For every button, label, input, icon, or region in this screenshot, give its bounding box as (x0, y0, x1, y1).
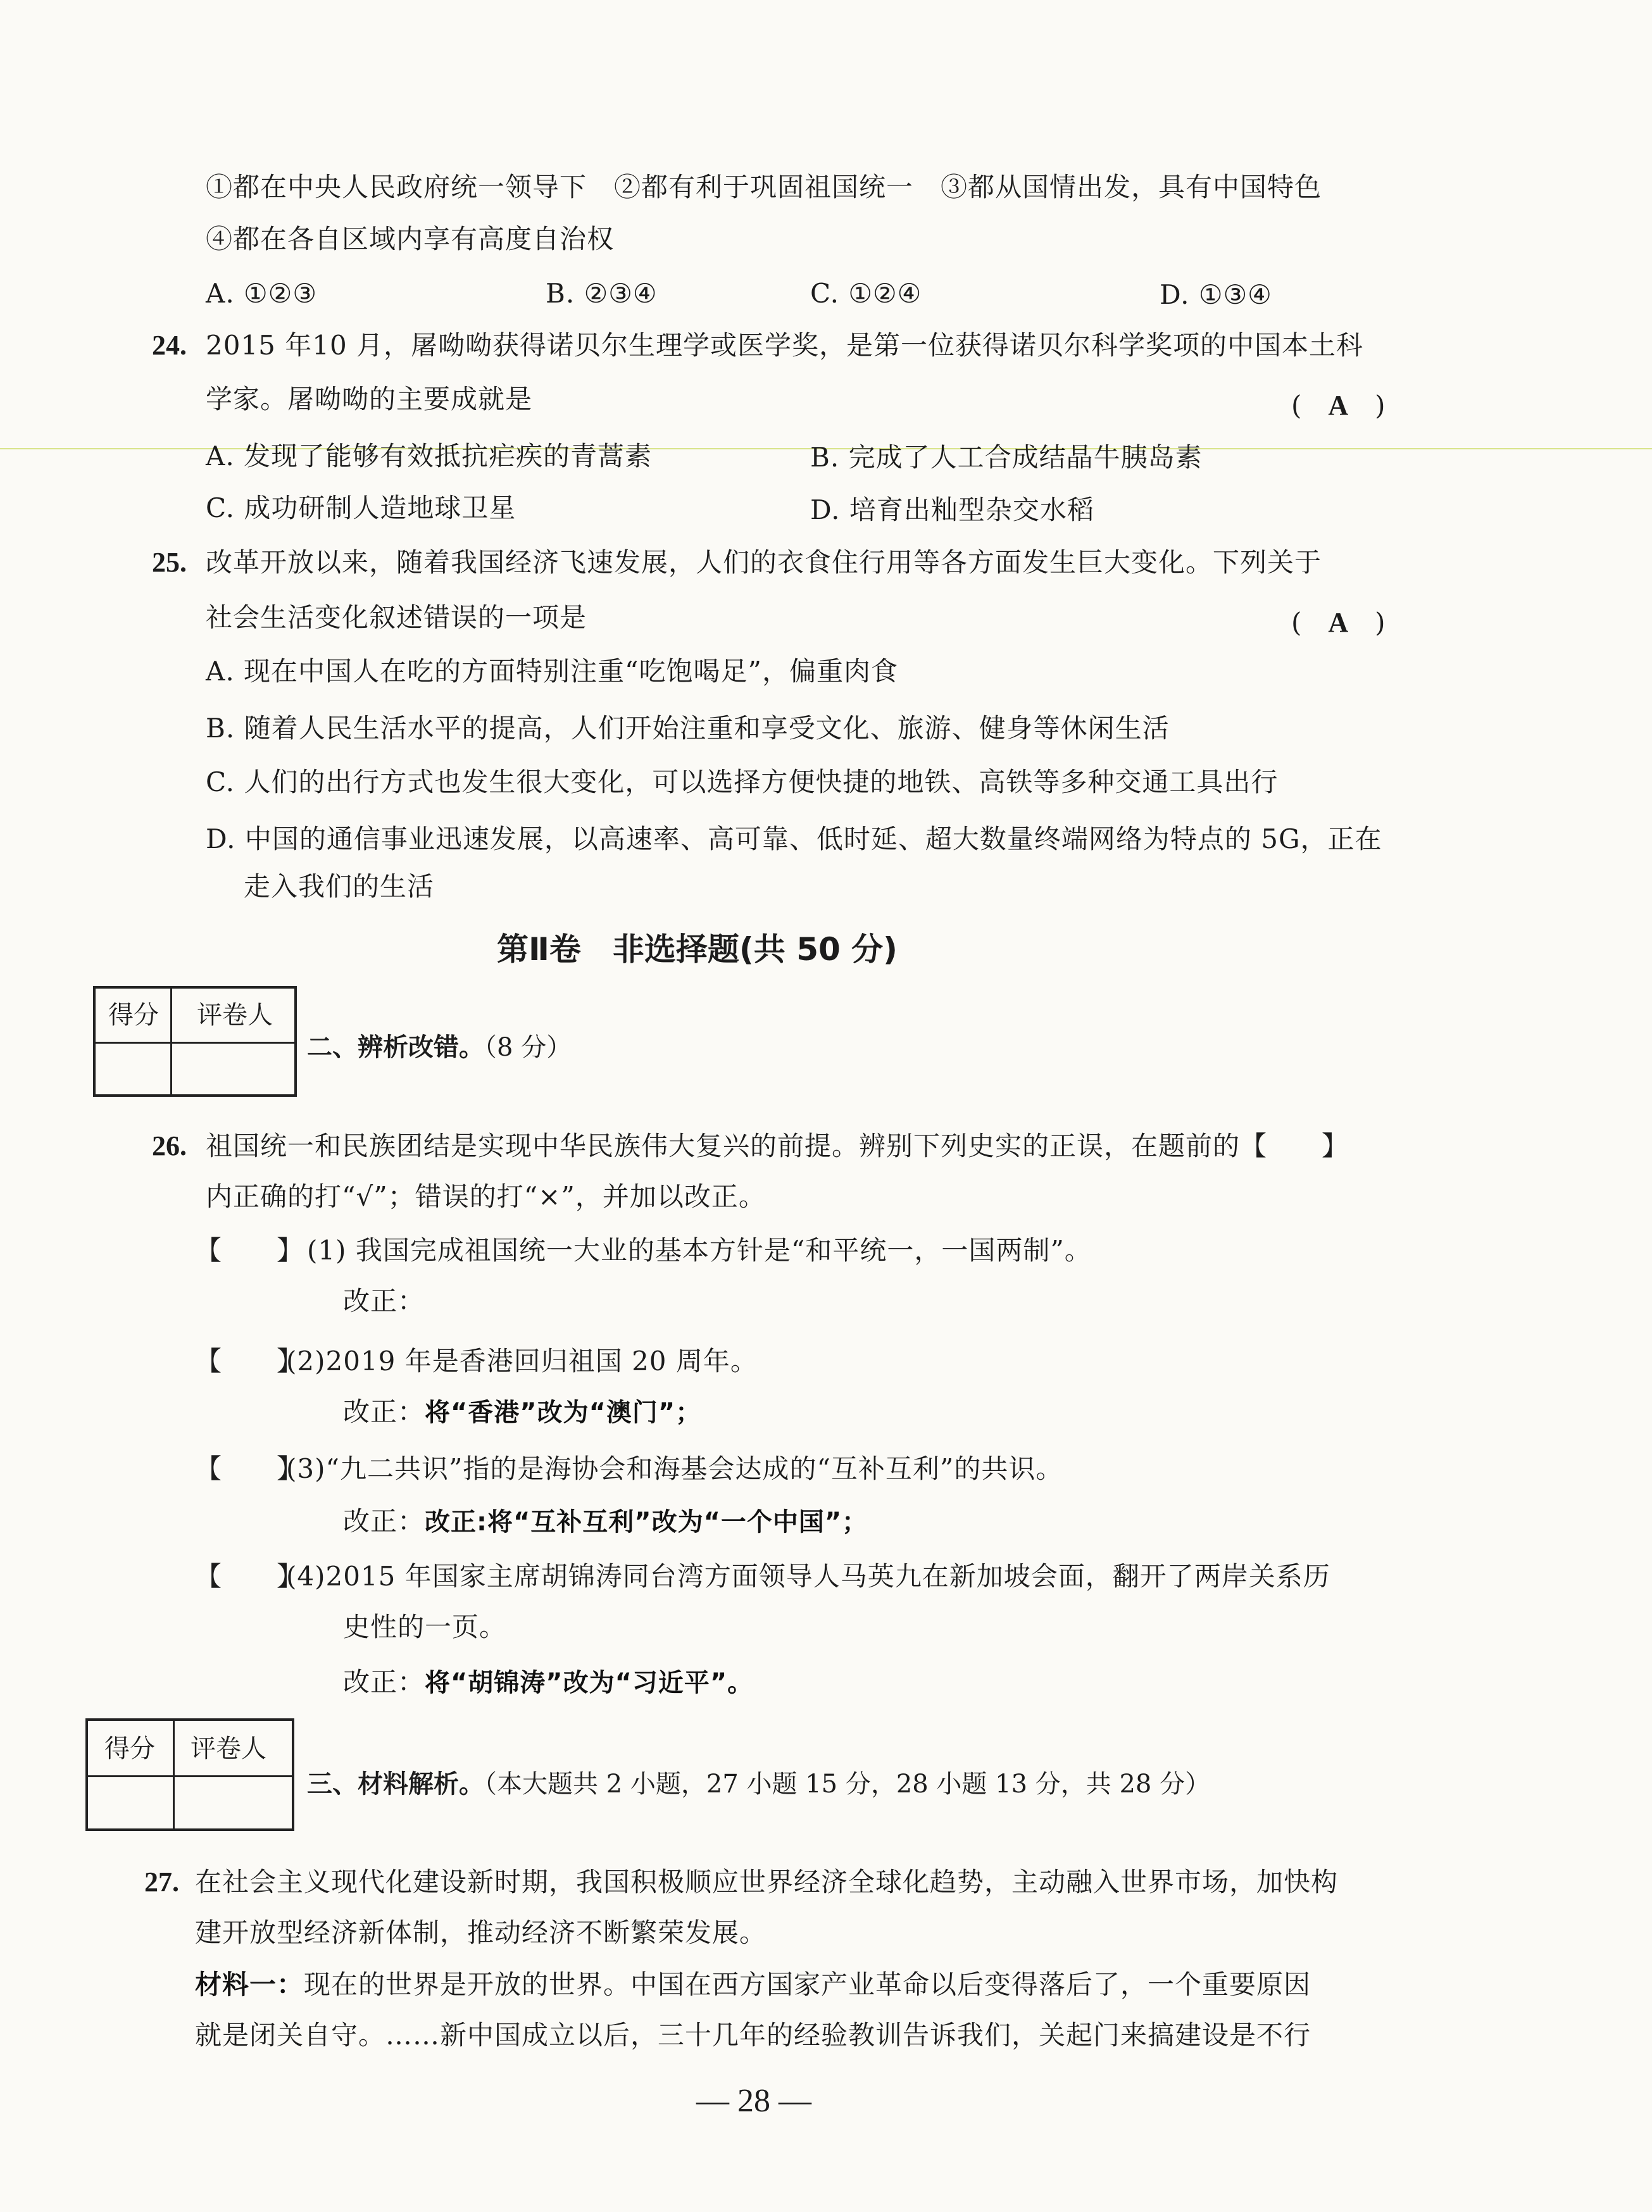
q27-material1-text: 现在的世界是开放的世界。中国在西方国家产业革命以后变得落后了，一个重要原因 (304, 1969, 1311, 2000)
score-label: 得分 (104, 1734, 155, 1763)
grader-label: 评卷人 (191, 1734, 266, 1763)
grader-label: 评卷人 (197, 1001, 273, 1030)
q26-item1-statement: (1) 我国完成祖国统一大业的基本方针是“和平统一，一国两制”。 (307, 1235, 1092, 1266)
q25-option-c: C. 人们的出行方式也发生很大变化，可以选择方便快捷的地铁、高铁等多种交通工具出行 (206, 766, 1279, 797)
q26-item3-bracket[interactable]: 【 】 (195, 1453, 304, 1484)
q25-option-d-line2: 走入我们的生活 (244, 871, 435, 902)
q27-stem-line1: 在社会主义现代化建设新时期，我国积极顺应世界经济全球化趋势，主动融入世界市场，加快构 (195, 1866, 1339, 1897)
q27-number: 27. (144, 1866, 179, 1897)
q24-answer-bracket: ( A ) (1291, 390, 1386, 421)
q26-stem-line2: 内正确的打“√”；错误的打“×”，并加以改正。 (206, 1181, 766, 1212)
q26-item4-fix (343, 1666, 753, 1699)
q26-item3-fix (343, 1505, 868, 1539)
q25-option-a: A. 现在中国人在吃的方面特别注重“吃饱喝足”，偏重肉食 (206, 656, 898, 687)
section2-title: 二、辨析改错。 (307, 1033, 484, 1062)
q27-material-label: 材料一： (195, 1969, 304, 2000)
score-table-divider (96, 1042, 294, 1044)
q26-item2-fix-label: 改正： (343, 1396, 425, 1427)
q26-item2-bracket[interactable]: 【 】 (195, 1346, 304, 1377)
q25-answer-bracket: ( A ) (1291, 607, 1386, 638)
q24-stem-line2: 学家。屠呦呦的主要成就是 (206, 384, 533, 415)
q24-option-a: A. 发现了能够有效抵抗疟疾的青蒿素 (206, 441, 653, 472)
q23-option-d: D. ①③④ (1160, 279, 1272, 310)
q23-option-b: B. ②③④ (546, 278, 658, 309)
q24-option-b: B. 完成了人工合成结晶牛胰岛素 (810, 442, 1203, 473)
q25-number: 25. (152, 547, 187, 578)
q23-statement-line2: ④都在各自区域内享有高度自治权 (206, 223, 615, 254)
q26-item4-statement-line1: (4)2015 年国家主席胡锦涛同台湾方面领导人马英九在新加坡会面，翻开了两岸关系历 (286, 1561, 1330, 1592)
q26-stem-line1: 祖国统一和民族团结是实现中华民族伟大复兴的前提。辨别下列史实的正误，在题前的【 】 (206, 1130, 1349, 1161)
q25-option-b: B. 随着人民生活水平的提高，人们开始注重和享受文化、旅游、健身等休闲生活 (206, 713, 1170, 744)
q25-stem-line2: 社会生活变化叙述错误的一项是 (206, 602, 587, 633)
q23-option-a: A. ①②③ (206, 278, 317, 309)
q25-answer: A (1328, 607, 1349, 638)
score-table-section3 (85, 1718, 294, 1831)
q24-answer: A (1328, 390, 1349, 421)
score-table-divider (173, 1721, 175, 1828)
q26-item2-statement: (2)2019 年是香港回归祖国 20 周年。 (286, 1346, 758, 1377)
section2-points: （8 分） (484, 1033, 572, 1062)
q27-stem-line2: 建开放型经济新体制，推动经济不断繁荣发展。 (195, 1917, 767, 1948)
q23-option-c: C. ①②④ (810, 278, 922, 309)
q26-item2-fix (343, 1396, 701, 1429)
section2-heading (307, 1032, 572, 1063)
q24-number: 24. (152, 330, 187, 361)
q26-number: 26. (152, 1130, 187, 1161)
score-table-divider (88, 1775, 292, 1777)
q23-statement-line1: ①都在中央人民政府统一领导下 ②都有利于巩固祖国统一 ③都从国情出发，具有中国特色 (206, 172, 1322, 203)
section3-heading (307, 1768, 1210, 1800)
q26-item3-fix-label: 改正： (343, 1506, 425, 1537)
q26-item4-statement-line2: 史性的一页。 (343, 1611, 507, 1642)
section3-points: （本大题共 2 小题，27 小题 15 分，28 小题 13 分，共 28 分） (484, 1770, 1211, 1799)
q25-stem-line1: 改革开放以来，随着我国经济飞速发展，人们的衣食住行用等各方面发生巨大变化。下列关于 (206, 547, 1322, 578)
page-number: — 28 — (696, 2083, 811, 2119)
q24-option-c: C. 成功研制人造地球卫星 (206, 492, 516, 523)
q26-item4-bracket[interactable]: 【 】 (195, 1561, 304, 1592)
q26-item4-handwritten-answer: 将“胡锦涛”改为“习近平”。 (425, 1668, 754, 1697)
q26-item2-handwritten-answer: 将“香港”改为“澳门”； (425, 1398, 702, 1427)
q26-item4-fix-label: 改正： (343, 1666, 425, 1697)
q25-option-d-line1: D. 中国的通信事业迅速发展，以高速率、高可靠、低时延、超大数量终端网络为特点的 5G，正在 (206, 823, 1382, 854)
part2-title: 第Ⅱ卷 非选择题(共 50 分) (497, 931, 898, 968)
q24-option-d: D. 培育出籼型杂交水稻 (810, 494, 1094, 525)
q26-item1-fix-label: 改正： (343, 1285, 425, 1316)
q24-stem-line1: 2015 年10 月，屠呦呦获得诺贝尔生理学或医学奖，是第一位获得诺贝尔科学奖项的中国本土科 (206, 330, 1364, 361)
section3-title: 三、材料解析。 (307, 1770, 484, 1799)
q27-material1-line1 (195, 1968, 1311, 2001)
score-label: 得分 (108, 1001, 159, 1030)
q26-item1-bracket[interactable]: 【 】 (195, 1235, 304, 1266)
score-table-section2 (93, 986, 297, 1097)
q26-item3-handwritten-answer: 改正:将“互补互利”改为“一个中国”； (425, 1508, 868, 1537)
q26-item3-statement: (3)“九二共识”指的是海协会和海基会达成的“互补互利”的共识。 (286, 1453, 1063, 1484)
q27-material1-line2: 就是闭关自守。……新中国成立以后，三十几年的经验教训告诉我们，关起门来搞建设是不行 (195, 2020, 1311, 2051)
